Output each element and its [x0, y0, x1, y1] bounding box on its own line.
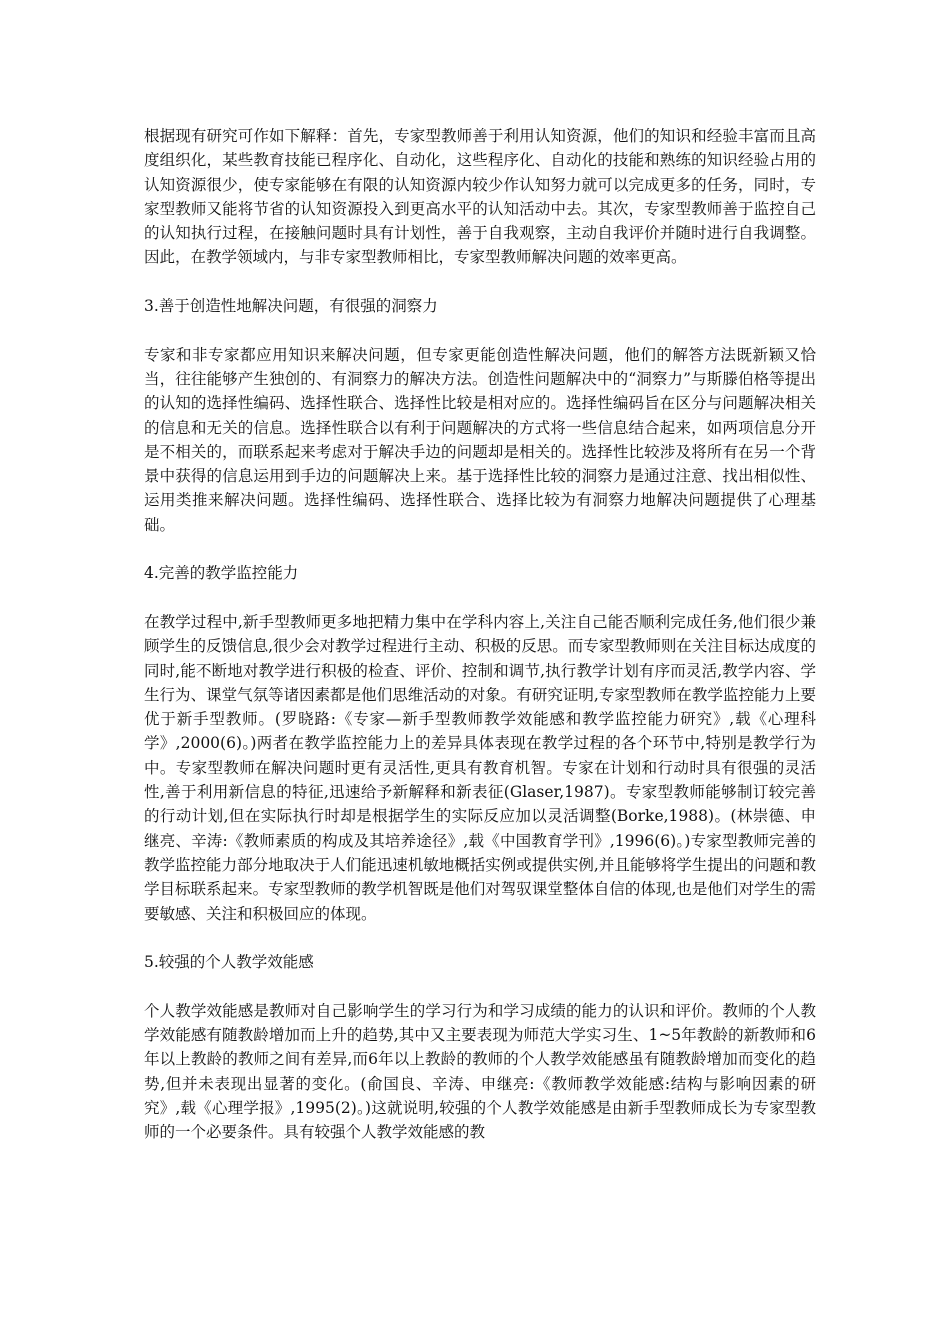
paragraph-teaching-efficacy: 个人教学效能感是教师对自己影响学生的学习行为和学习成绩的能力的认识和评价。教师的个人教学效能感有随教龄增加而上升的趋势,其中又主要表现为师范大学实习生、1~5年教龄的新教师和6年以上教龄的教师之间有差异,而6年以上教龄的教师的个人教学效能感虽有随教龄增加而变化的趋势,但并未表现出显著的变化。(俞国良、辛涛、申继亮:《教师教学效能感:结构与影响因素的研究》,载《心理学报》,1995(2)。)这就说明,较强的个人教学效能感是由新手型教师成长为专家型教师的一个必要条件。具有较强个人教学效能感的教 [144, 1001, 816, 1142]
paragraph-cognitive-resources: 根据现有研究可作如下解释：首先，专家型教师善于利用认知资源，他们的知识和经验丰富而且高度组织化，某些教育技能已程序化、自动化，这些程序化、自动化的技能和熟练的知识经验占用的认知资源很少，使专家能够在有限的认知资源内较少作认知努力就可以完成更多的任务，同时，专家型教师又能将节省的认知资源投入到更高水平的认知活动中去。其次，专家型教师善于监控自己的认知执行过程，在接触问题时具有计划性，善于自我观察，主动自我评价并随时进行自我调整。因此，在教学领域内，与非专家型教师相比，专家型教师解决问题的效率更高。 [144, 127, 816, 267]
paragraph-insight: 专家和非专家都应用知识来解决问题，但专家更能创造性解决问题，他们的解答方法既新颖又恰当，往往能够产生独创的、有洞察力的解决方法。创造性问题解决中的“洞察力”与斯滕伯格等提出的认知的选择性编码、选择性联合、选择性比较是相对应的。选择性编码旨在区分与问题解决相关的信息和无关的信息。选择性联合以有利于问题解决的方式将一些信息结合起来，如两项信息分开是不相关的，而联系起来考虑对于解决手边的问题却是相关的。选择性比较涉及将所有在另一个背景中获得的信息运用到手边的问题解决上来。基于选择性比较的洞察力是通过注意、找出相似性、运用类推来解决问题。选择性编码、选择性联合、选择比较为有洞察力地解决问题提供了心理基础。 [144, 345, 816, 534]
section-heading-teaching-efficacy: 5.较强的个人教学效能感 [144, 953, 314, 972]
section-heading-creative-problem-solving: 3.善于创造性地解决问题，有很强的洞察力 [144, 297, 438, 316]
paragraph-teaching-monitoring: 在教学过程中,新手型教师更多地把精力集中在学科内容上,关注自己能否顺利完成任务,他们很少兼顾学生的反馈信息,很少会对教学过程进行主动、积极的反思。而专家型教师则在关注目标达成度的同时,能不断地对教学进行积极的检查、评价、控制和调节,执行教学计划有序而灵活,教学内容、学生行为、课堂气氛等诸因素都是他们思维活动的对象。有研究证明,专家型教师在教学监控能力上要优于新手型教师。(罗晓路:《专家—新手型教师教学效能感和教学监控能力研究》,载《心理科学》,2000(6)。)两者在教学监控能力上的差异具体表现在教学过程的各个环节中,特别是教学行为中。专家型教师在解决问题时更有灵活性,更具有教育机智。专家在计划和行动时具有很强的灵活性,善于利用新信息的特征,迅速给予新解释和新表征(Glaser,1987)。专家型教师能够制订较完善的行动计划,但在实际执行时却是根据学生的实际反应加以灵活调整(Borke,1988)。(林崇德、申继亮、辛涛:《教师素质的构成及其培养途径》,载《中国教育学刊》,1996(6)。)专家型教师完善的教学监控能力部分地取决于人们能迅速机敏地概括实例或提供实例,并且能够将学生提出的问题和教学目标联系起来。专家型教师的教学机智既是他们对驾驭课堂整体自信的体现,也是他们对学生的需要敏感、关注和积极回应的体现。 [144, 612, 816, 923]
section-heading-teaching-monitoring: 4.完善的教学监控能力 [144, 564, 299, 583]
document-page [144, 124, 816, 1169]
